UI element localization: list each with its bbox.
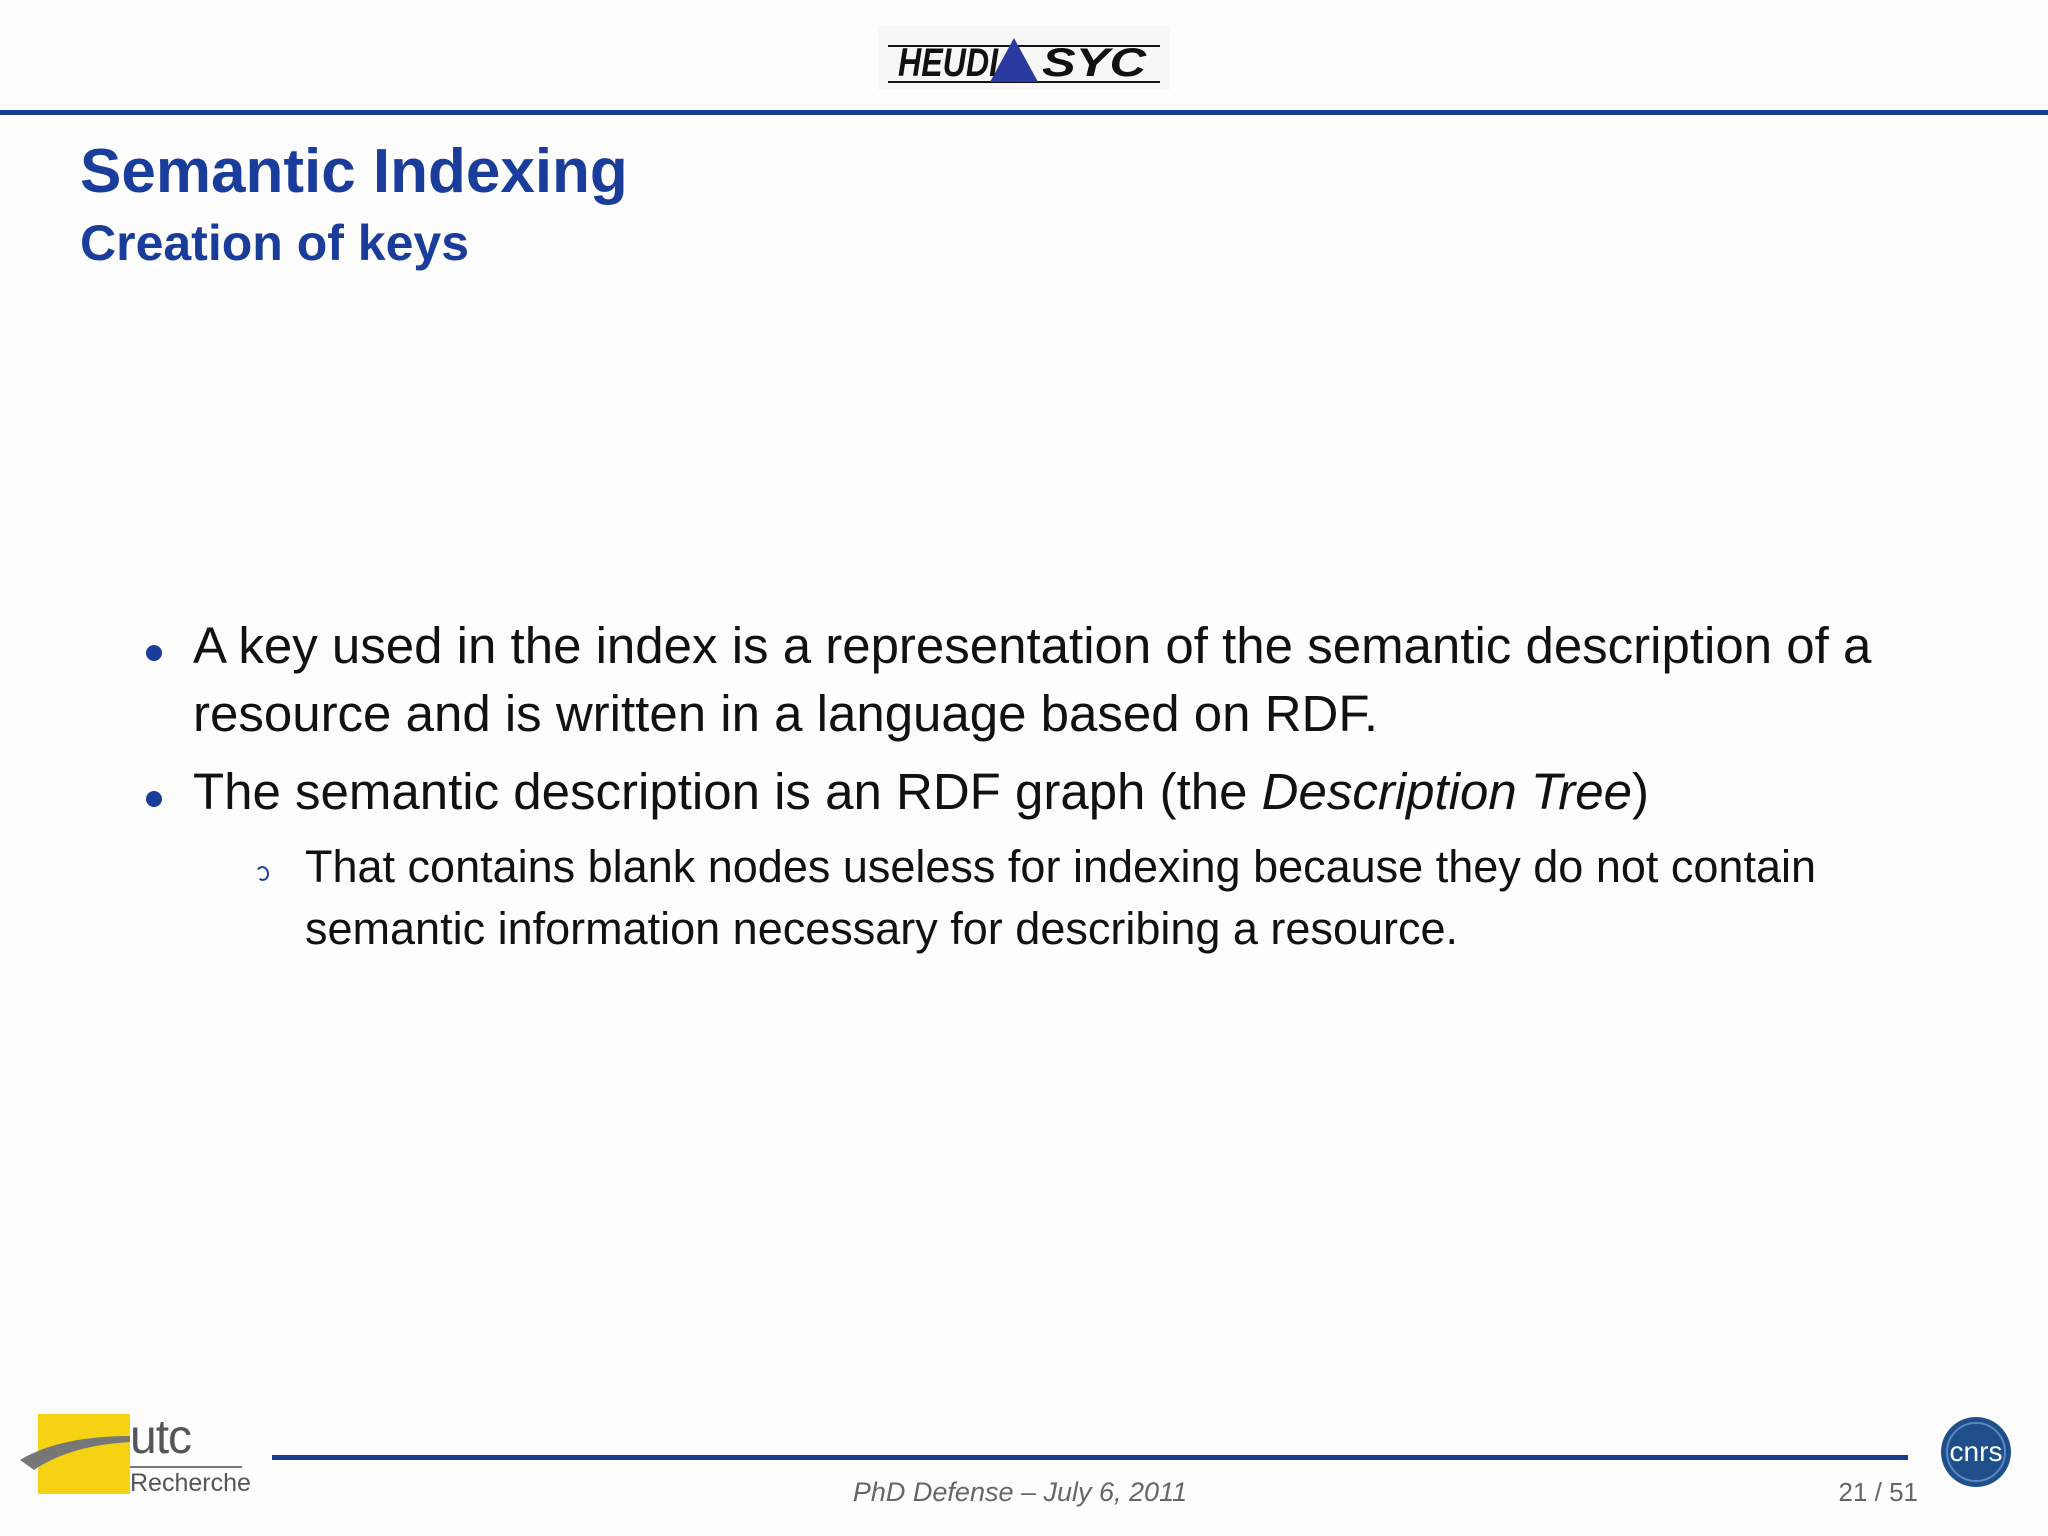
footer-divider	[272, 1455, 1908, 1460]
footer-date: PhD Defense – July 6, 2011	[852, 1477, 1188, 1507]
list-item-semantic-description	[193, 758, 1649, 826]
bullet-icon	[146, 791, 162, 807]
bullet-icon	[146, 645, 162, 661]
list-item-key-definition	[193, 612, 2013, 748]
sub-list-item-blank-nodes	[305, 836, 2005, 960]
sub-list-item-line: That contains blank nodes useless for indexing because they do not contain	[305, 841, 1816, 892]
svg-text:SYC: SYC	[1042, 41, 1148, 85]
cnrs-logo	[1940, 1416, 2012, 1488]
emphasis-term: Description Tree	[1261, 763, 1632, 820]
sub-list-item-line: semantic information necessary for describing a resource.	[305, 903, 1459, 954]
page-title: Semantic Indexing	[80, 137, 628, 206]
utc-label: utc	[130, 1411, 192, 1464]
svg-text:HEUDI: HEUDI	[898, 41, 999, 85]
sub-bullet-icon	[255, 865, 270, 882]
utc-sublabel: Recherche	[130, 1469, 251, 1497]
header-divider	[0, 110, 2048, 115]
heudiasyc-logo	[878, 26, 1170, 90]
page-number: 21 / 51	[1838, 1477, 1918, 1507]
cnrs-logo-text: cnrs	[1949, 1436, 2003, 1467]
list-item-line: A key used in the index is a representation of the semantic description of a	[193, 617, 1872, 674]
list-item-line: resource and is written in a language based on RDF.	[193, 685, 1379, 742]
list-item-text-close: )	[1632, 763, 1649, 820]
list-item-text: The semantic description is an RDF graph (the	[193, 763, 1262, 820]
page-subtitle: Creation of keys	[80, 215, 470, 271]
